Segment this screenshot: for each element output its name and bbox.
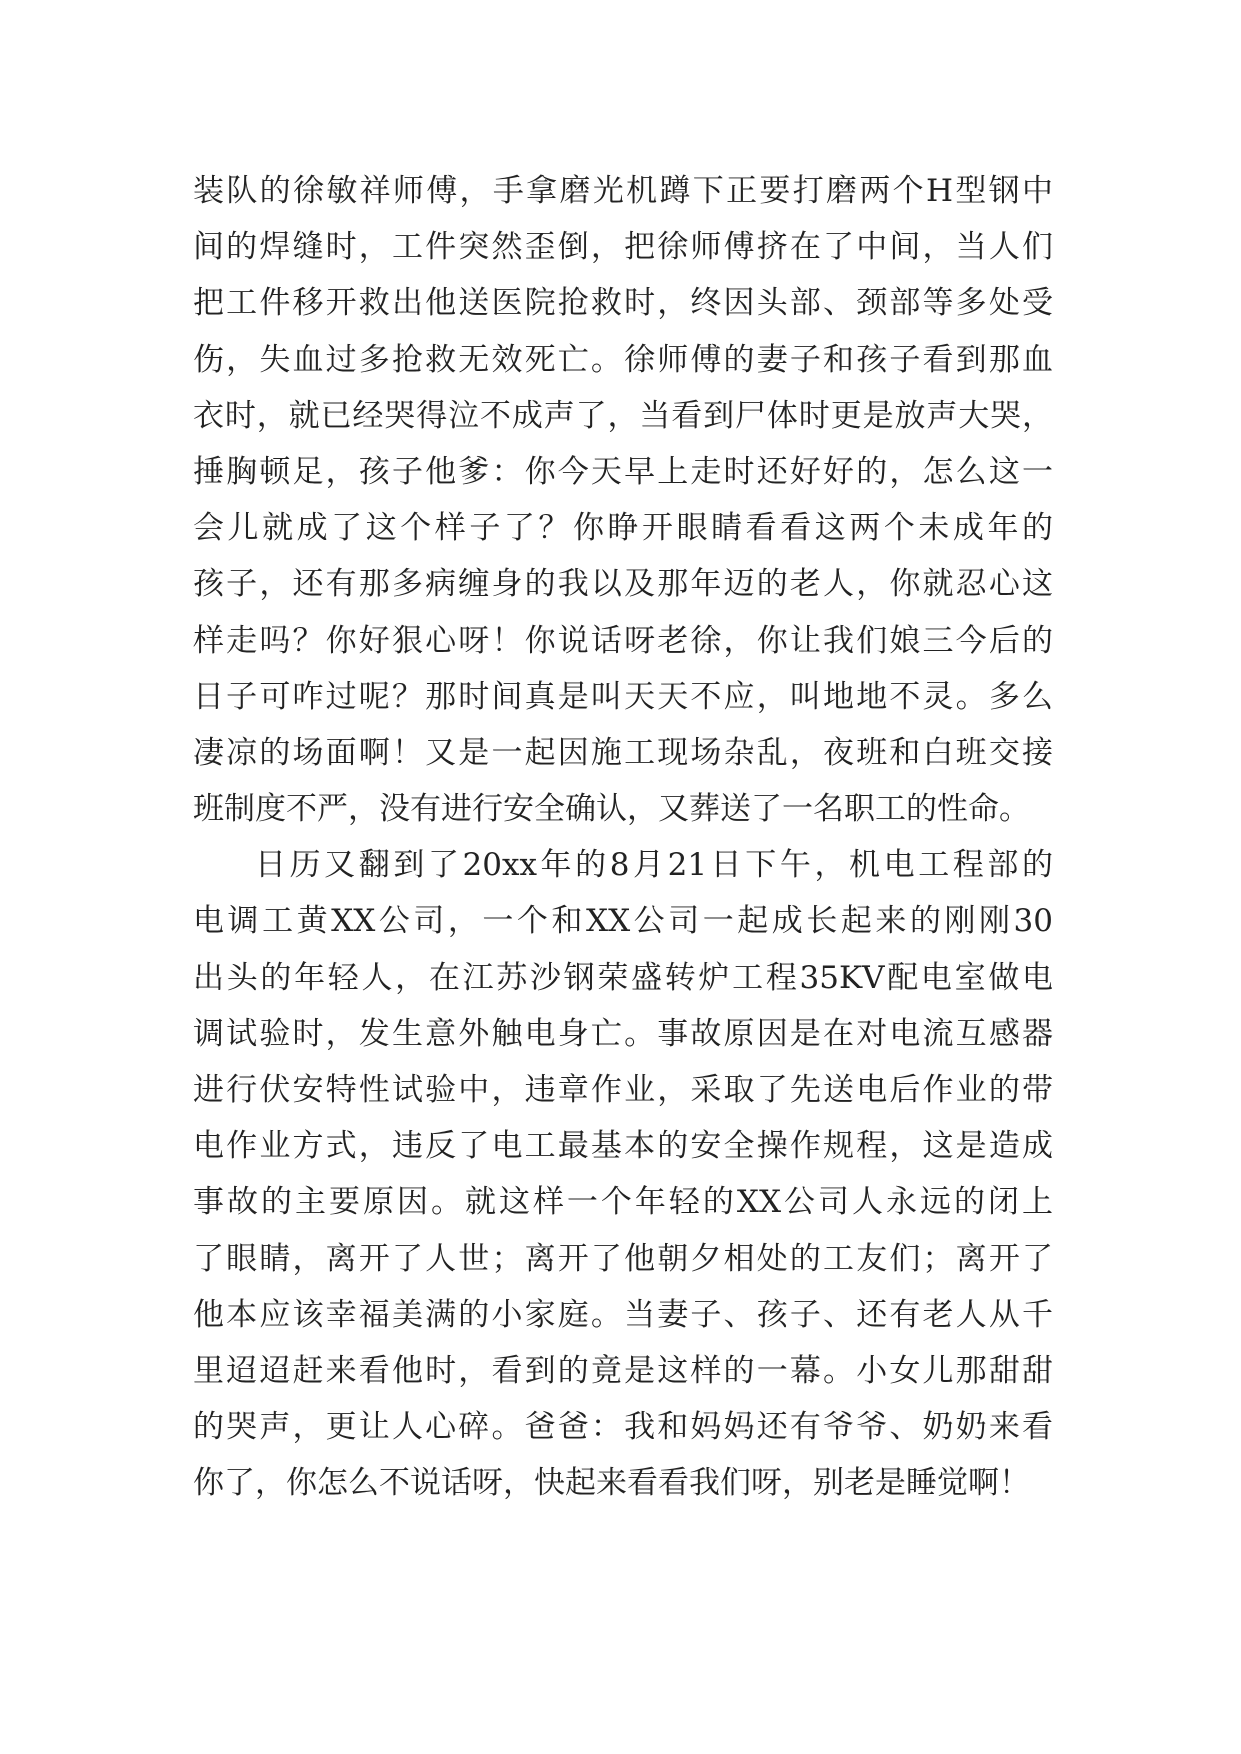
paragraph-1-line: 捶胸顿足，孩子他爹：你今天早上走时还好好的，怎么这一	[193, 453, 1053, 490]
paragraph-1-line: 样走吗？你好狠心呀！你说话呀老徐，你让我们娘三今后的	[193, 622, 1053, 659]
document-body	[193, 163, 1053, 1512]
paragraph-2-line: 进行伏安特性试验中，违章作业，采取了先送电后作业的带	[193, 1072, 1053, 1108]
paragraph-2-line: 日历又翻到了20xx年的8月21日下午，机电工程部的	[255, 847, 1053, 884]
paragraph-1-line: 衣时，就已经哭得泣不成声了，当看到尸体时更是放声大哭，	[193, 397, 1053, 434]
paragraph-2-line: 他本应该幸福美满的小家庭。当妻子、孩子、还有老人从千	[193, 1296, 1053, 1333]
paragraph-2-line: 出头的年轻人，在江苏沙钢荣盛转炉工程35KV配电室做电	[193, 959, 1053, 996]
paragraph-2-line: 你了，你怎么不说话呀，快起来看看我们呀，别老是睡觉啊！	[193, 1465, 1030, 1502]
paragraph-1-line: 班制度不严，没有进行安全确认，又葬送了一名职工的性命。	[193, 791, 1030, 828]
paragraph-2-line: 电作业方式，违反了电工最基本的安全操作规程，这是造成	[193, 1128, 1053, 1165]
paragraph-1-line: 把工件移开救出他送医院抢救时，终因头部、颈部等多处受	[193, 285, 1053, 322]
paragraph-1-line: 间的焊缝时，工件突然歪倒，把徐师傅挤在了中间，当人们	[193, 229, 1053, 266]
paragraph-1-line: 凄凉的场面啊！又是一起因施工现场杂乱，夜班和白班交接	[193, 734, 1053, 771]
paragraph-1-line: 孩子，还有那多病缠身的我以及那年迈的老人，你就忍心这	[193, 566, 1053, 603]
paragraph-1-line: 会儿就成了这个样子了？你睁开眼睛看看这两个未成年的	[193, 510, 1053, 547]
paragraph-2-line: 调试验时，发生意外触电身亡。事故原因是在对电流互感器	[193, 1015, 1053, 1052]
paragraph-2-line: 了眼睛，离开了人世；离开了他朝夕相处的工友们；离开了	[193, 1240, 1053, 1277]
paragraph-2-line: 事故的主要原因。就这样一个年轻的XX公司人永远的闭上	[193, 1184, 1053, 1221]
paragraph-2-line: 的哭声，更让人心碎。爸爸：我和妈妈还有爷爷、奶奶来看	[193, 1409, 1053, 1446]
paragraph-1-line: 伤，失血过多抢救无效死亡。徐师傅的妻子和孩子看到那血	[193, 341, 1053, 378]
paragraph-2-line: 电调工黄XX公司，一个和XX公司一起成长起来的刚刚30	[193, 903, 1053, 940]
paragraph-2-line: 里迢迢赶来看他时，看到的竟是这样的一幕。小女儿那甜甜	[193, 1352, 1053, 1389]
paragraph-1-line: 日子可咋过呢？那时间真是叫天天不应，叫地地不灵。多么	[193, 678, 1053, 715]
paragraph-1-line: 装队的徐敏祥师傅，手拿磨光机蹲下正要打磨两个H型钢中	[193, 173, 1053, 209]
